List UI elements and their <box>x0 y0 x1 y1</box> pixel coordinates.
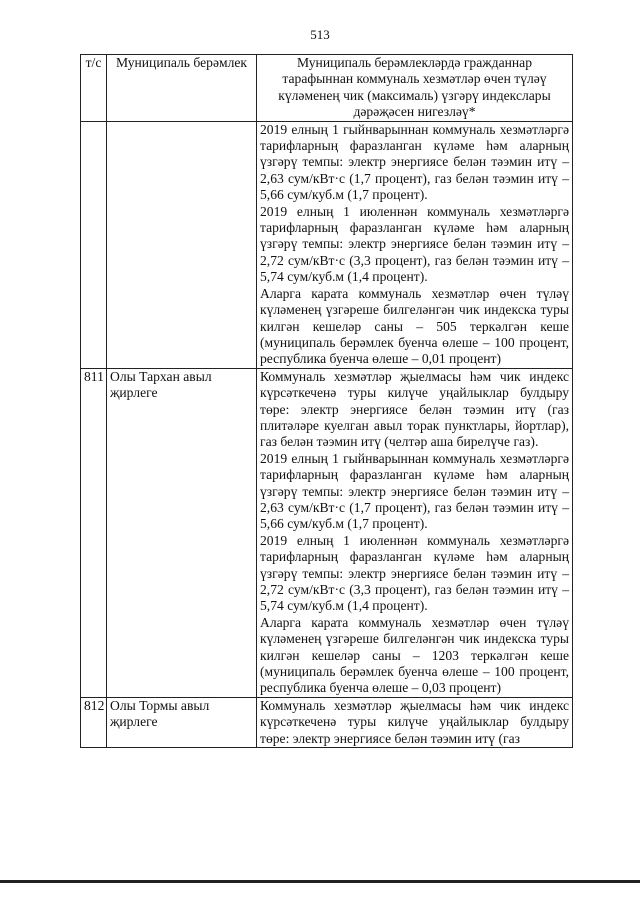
paragraph: 2019 елның 1 гыйнварыннан коммуналь хезмәтләргә тарифларның фаразланган күләме һәм аларның үзгәрү темпы: электр энергиясе белән тәэмин итү – 2,63 сум/кВт·с (1,7 процент), газ белән тәэмин итү – 5,66 сум/куб.м (1,7 процент). <box>260 450 569 532</box>
paragraph: Аларга карата коммуналь хезмәтләр өчен түләү күләменең үзгәреше билгеләнгән чик индекска туры килгән кешеләр саны – 1203 теркәлгән кеше (муниципаль берәмлек буенча өлеше – 100 процент, республика буенча өлеше – 0,03 процент) <box>260 614 569 696</box>
row-municipality: Олы Тормы авыл җирлеге <box>107 697 257 747</box>
row-municipality: Олы Тархан авыл җирлеге <box>107 368 257 697</box>
paragraph: 2019 елның 1 июленнән коммуналь хезмәтләргә тарифларның фаразланган күләме һәм аларның үзгәрү темпы: электр энергиясе белән тәэмин итү – 2,72 сум/кВт·с (3,3 процент), газ белән тәэмин итү – 5,74 сум/куб.м (1,4 процент). <box>260 532 569 614</box>
header-municipality: Муниципаль берәмлек <box>107 55 257 122</box>
row-number: 812 <box>81 697 107 747</box>
row-text <box>257 697 573 747</box>
paragraph: 2019 елның 1 июленнән коммуналь хезмәтләргә тарифларның фаразланган күләме һәм аларның үзгәрү темпы: электр энергиясе белән тәэмин итү – 2,72 сум/кВт·с (3,3 процент), газ белән тәэмин итү – 5,74 сум/куб.м (1,4 процент). <box>260 203 569 285</box>
row-municipality <box>107 121 257 368</box>
row-text <box>257 121 573 368</box>
table-header-row <box>81 55 573 122</box>
header-number: т/с <box>81 55 107 122</box>
paragraph: Коммуналь хезмәтләр җыелмасы һәм чик индекс күрсәткеченә туры килүче уңайлыклар булдыру төре: электр энергиясе белән тәэмин итү (газ плитәләре куелган авыл торак пунктлары, йортлар), газ белән тәэмин итү (челтәр аша бирелүче газ). <box>260 368 569 450</box>
page-number: 513 <box>310 27 330 42</box>
table-row <box>81 697 573 747</box>
row-number: 811 <box>81 368 107 697</box>
table-row <box>81 368 573 697</box>
header-justification: Муниципаль берәмлекләрдә гражданнар тарафыннан коммуналь хезмәтләр өчен түләү күләменең чик (максималь) үзгәрү индекслары дәрәҗәсен нигезләү* <box>257 55 573 122</box>
municipal-index-table <box>80 54 573 748</box>
paragraph: Коммуналь хезмәтләр җыелмасы һәм чик индекс күрсәткеченә туры килүче уңайлыклар булдыру төре: электр энергиясе белән тәэмин итү (газ <box>260 697 569 746</box>
paragraph: Аларга карата коммуналь хезмәтләр өчен түләү күләменең үзгәреше билгеләнгән чик индекска туры килгән кешеләр саны – 505 теркәлгән кеше (муниципаль берәмлек буенча өлеше – 100 процент, республика буенча өлеше – 0,01 процент) <box>260 285 569 367</box>
row-text <box>257 368 573 697</box>
table-row <box>81 121 573 368</box>
paragraph: 2019 елның 1 гыйнварыннан коммуналь хезмәтләргә тарифларның фаразланган күләме һәм аларның үзгәрү темпы: электр энергиясе белән тәэмин итү – 2,63 сум/кВт·с (1,7 процент), газ белән тәэмин итү – 5,66 сум/куб.м (1,7 процент). <box>260 121 569 203</box>
bottom-scan-rule <box>0 880 640 883</box>
row-number <box>81 121 107 368</box>
